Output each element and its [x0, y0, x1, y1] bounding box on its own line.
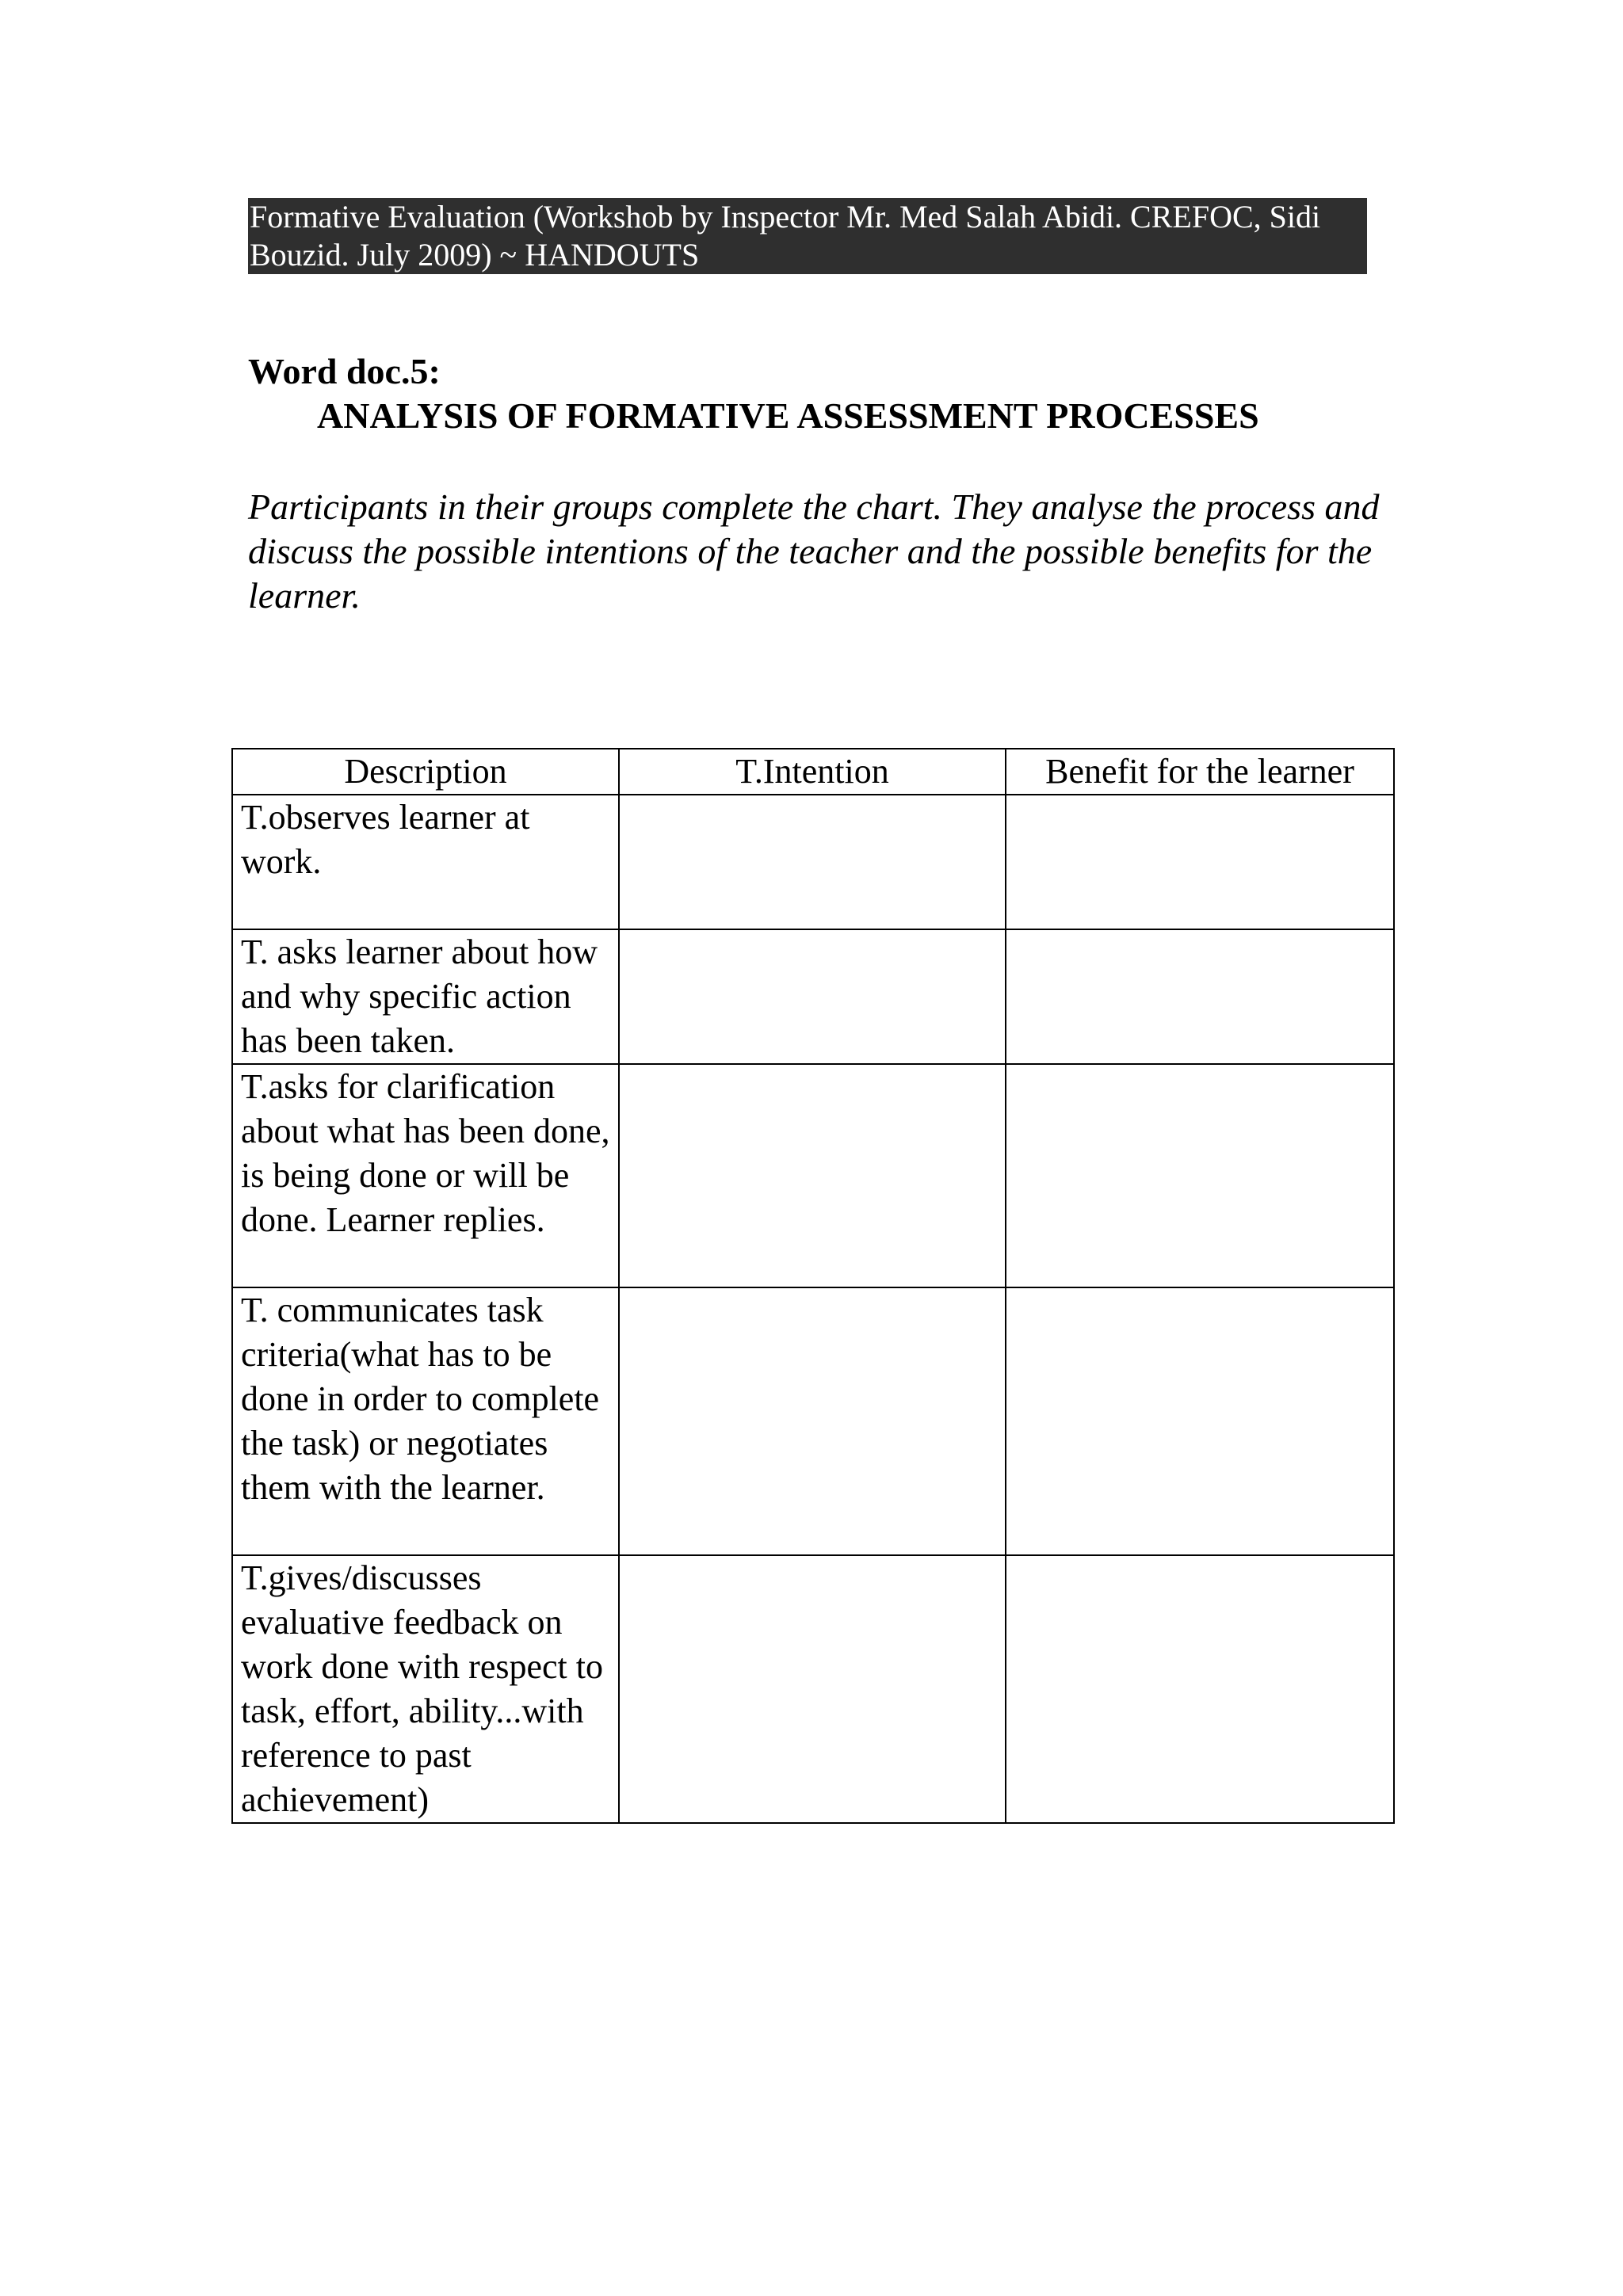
benefit-cell[interactable] [1006, 1555, 1394, 1823]
table-row [232, 1064, 1394, 1287]
table-row [232, 795, 1394, 929]
description-cell: T. communicates task criteria(what has to be done in order to complete the task) or negotiates them with the learner. [232, 1287, 619, 1555]
intention-cell[interactable] [619, 1064, 1006, 1287]
handout-header [248, 198, 1367, 274]
intention-cell[interactable] [619, 929, 1006, 1064]
column-header-description: Description [232, 749, 619, 795]
table-row [232, 1287, 1394, 1555]
benefit-cell[interactable] [1006, 1287, 1394, 1555]
column-header-benefit: Benefit for the learner [1006, 749, 1394, 795]
benefit-cell[interactable] [1006, 929, 1394, 1064]
analysis-chart-table [231, 748, 1395, 1824]
intention-cell[interactable] [619, 1555, 1006, 1823]
benefit-cell[interactable] [1006, 1064, 1394, 1287]
intention-cell[interactable] [619, 795, 1006, 929]
document-title: ANALYSIS OF FORMATIVE ASSESSMENT PROCESSES [317, 395, 1259, 436]
intention-cell[interactable] [619, 1287, 1006, 1555]
description-cell: T.asks for clarification about what has been done, is being done or will be done. Learner replies. [232, 1064, 619, 1287]
instructions-paragraph: Participants in their groups complete the chart. They analyse the process and discuss the possible intentions of the teacher and the possible benefits for the learner. [248, 486, 1380, 616]
header-line-2: Bouzid. July 2009) ~ HANDOUTS [250, 236, 1359, 274]
table-row [232, 929, 1394, 1064]
table-row [232, 1555, 1394, 1823]
table-header-row [232, 749, 1394, 795]
header-line-1: Formative Evaluation (Workshob by Inspector Mr. Med Salah Abidi. CREFOC, Sidi [250, 199, 1321, 235]
description-cell: T.gives/discusses evaluative feedback on work done with respect to task, effort, ability...with reference to past achievement) [232, 1555, 619, 1823]
document-label: Word doc.5: [248, 351, 441, 391]
column-header-intention: T.Intention [619, 749, 1006, 795]
benefit-cell[interactable] [1006, 795, 1394, 929]
description-cell: T. asks learner about how and why specific action has been taken. [232, 929, 619, 1064]
description-cell: T.observes learner at work. [232, 795, 619, 929]
